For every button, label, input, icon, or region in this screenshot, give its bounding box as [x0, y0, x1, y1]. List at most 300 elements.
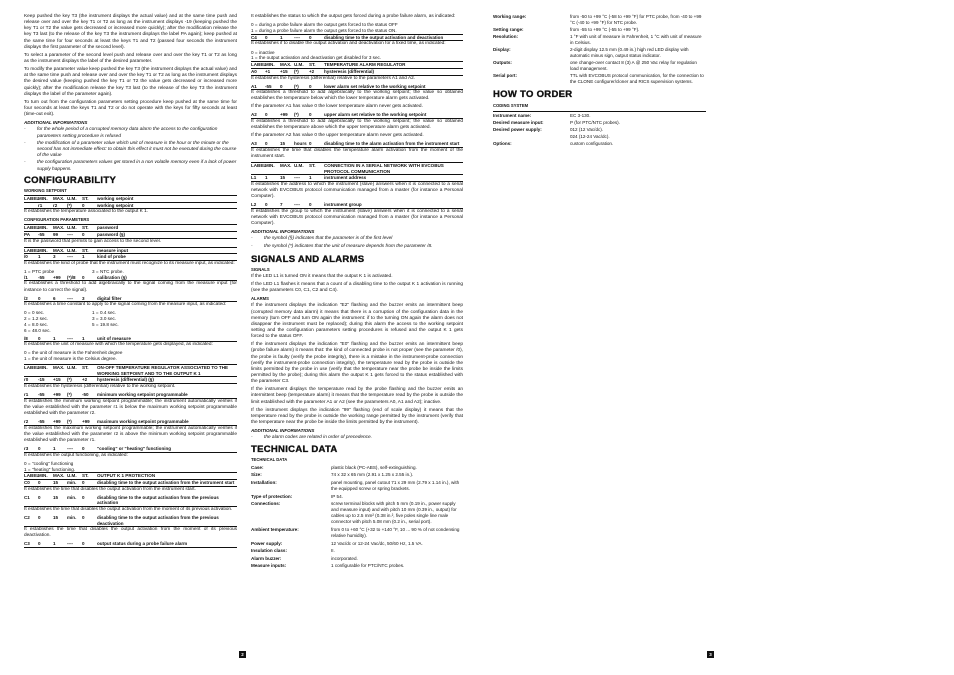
additional-info-notes: [251, 236, 463, 249]
option-value: 0.4 sec.: [100, 310, 117, 316]
cell: 3: [82, 295, 85, 301]
cell: +99: [53, 419, 61, 425]
cell: PA: [24, 232, 30, 237]
spec-label: Desired measure input:: [493, 120, 544, 126]
cell-label: digital filter: [97, 295, 122, 301]
cell: 0: [265, 112, 268, 118]
alarm-note: - the alarm codes are related in order of precedence.: [251, 435, 372, 441]
cell: 0: [38, 480, 41, 486]
cell: 6: [53, 295, 56, 301]
cell: U.M.: [294, 62, 304, 68]
signals-paragraphs: [251, 274, 463, 294]
cell: 15: [53, 494, 59, 500]
working-setpoint-title: WORKING SETPOINT: [24, 187, 67, 193]
option-key: 3 =: [92, 268, 99, 274]
cell: MAX.: [53, 473, 65, 479]
param-row: [251, 175, 463, 182]
spec-value: plastic black (PC-ABS), self-extinguishing.: [331, 464, 417, 470]
spec-row: [251, 494, 463, 500]
additional-info-notes: [24, 127, 237, 172]
cell: A0: [251, 68, 257, 74]
cell: /0: [24, 254, 28, 260]
cell: 3: [53, 254, 56, 260]
cell: r2: [24, 419, 29, 425]
cell: U.M.: [67, 225, 77, 231]
cell: ST.: [309, 163, 316, 169]
cell: A1: [251, 83, 257, 89]
param-row: [24, 515, 237, 527]
column-3: [493, 14, 706, 148]
cell: hours: [294, 141, 307, 147]
cell: MAX.: [280, 62, 292, 68]
cell: 0: [82, 446, 85, 452]
spec-value: 12 Vac/dc or 12-24 Vac/dc, 50/60 Hz, 1.5 VA.: [331, 540, 423, 546]
spec-row: [493, 134, 706, 140]
cell: ST.: [82, 473, 89, 479]
cell: 1: [82, 254, 85, 260]
option-value: 19.8 sec.: [100, 322, 119, 328]
paragraph: If the LED L1 is turned ON it means that the output K 1 is activated.: [251, 273, 393, 279]
spec-row: [251, 548, 463, 554]
cell: 0: [82, 494, 85, 500]
cell: 15: [280, 141, 286, 147]
paragraph: If the instrument displays the indication "E0" flashing and the buzzer emits an intermittent beep (probe failure alarm) it means that: the kind of connected probe is not proper (see the parameter /0), the probe is faulty (verify the probe integrity), there is a mistake in the instrument-probe connection (verify the instrument-probe connection integrity), the temperature read by the probe is outside the limits permitted by the probe in use (verify that the temperature near the probe be inside the limits permitted by the probe); during this alarm the output K 1 gets forced to the status established with the parameter C3.: [251, 342, 463, 385]
config-params-title: CONFIGURATION PARAMETERS: [24, 217, 90, 223]
cell: min.: [67, 514, 77, 520]
cell: LABEL: [251, 163, 267, 169]
param-desc: It establishes the kind of probe that the instrument must recognize to its measure input, as indicated:: [24, 260, 235, 266]
spec-value: 1 configurable for PTC/NTC probes.: [331, 563, 405, 569]
note-dash: -: [24, 127, 26, 133]
cell: MAX.: [53, 247, 65, 253]
spec-value: P (for PTC/NTC probes).: [570, 120, 620, 126]
param-desc: It establishes the temperature associated to the output K 1.: [24, 209, 149, 215]
cell: +2: [82, 377, 88, 383]
cell: +1: [265, 68, 271, 74]
option-key: 3 =: [92, 316, 99, 322]
option-key: 1 =: [251, 55, 258, 61]
cell: 0: [38, 335, 41, 341]
cell: -55: [38, 232, 45, 237]
cell-label: output status during a probe failure alarm: [97, 541, 188, 547]
spec-row: [493, 14, 706, 26]
option-key: 6 =: [24, 327, 31, 333]
param-desc: It establishes the time that disables the output activation from the moment of its previous activation.: [24, 506, 233, 512]
cell: U.M.: [67, 473, 77, 479]
spec-row: [493, 34, 706, 46]
param-row: [251, 141, 463, 148]
param-desc: It establishes a time constant to apply to the signal coming from the measure input, as indicated:: [24, 302, 227, 308]
cell-label: minimum working setpoint programmable: [97, 392, 188, 398]
cell: 0: [309, 112, 312, 118]
spec-value: panel mounting, panel cutout 71 x 29 mm (2.79 x 1.14 in.), with the equipped screw or spring brackets.: [331, 479, 460, 491]
additional-info-title: ADDITIONAL INFORMATIONS: [251, 428, 315, 434]
cell: (*): [294, 112, 299, 118]
spec-label: Desired power supply:: [493, 127, 542, 133]
cell-label: measure input: [97, 247, 129, 253]
spec-value: 74 x 32 x 65 mm (2.91 x 1.25 x 2.55 in.).: [331, 472, 414, 478]
cell: +99: [280, 112, 288, 118]
option-key: 1 =: [24, 268, 31, 274]
cell-label: disabling time to the output activation from the instrument start: [97, 480, 235, 486]
cell: -55: [38, 419, 45, 425]
spec-value: from -55 to +99 °C (-55 to +99 °F).: [570, 27, 640, 32]
option-value: 1.2 sec.: [32, 316, 49, 322]
cell: 15: [53, 514, 59, 520]
cell-label: working setpoint: [97, 195, 134, 201]
cell: (*): [67, 202, 72, 208]
cell-label: maximum working setpoint programmable: [97, 419, 189, 425]
param-row: [24, 392, 237, 399]
cell: U.M.: [67, 195, 77, 201]
option-key: 1 =: [92, 310, 99, 316]
cell: +99: [53, 274, 61, 280]
spec-row: [251, 527, 463, 539]
param-desc: It establishes a threshold to add algebraically to the signal coming from the measure input (for instance to correct the signal).: [24, 281, 237, 293]
spec-label: Outputs:: [493, 60, 512, 65]
spec-label: Alarm buzzer:: [251, 555, 282, 561]
param-row: [24, 254, 237, 261]
option-key: 4 =: [24, 322, 31, 328]
option-value: during a probe failure alarm the output gets forced to the status ON.: [259, 27, 397, 33]
note-text: the configuration parameters values get stored in a non volatile memory even if a lack of power supply happens.: [37, 160, 237, 172]
option-key: 0 =: [24, 460, 31, 466]
cell: 1: [280, 34, 283, 40]
order-list: [493, 113, 706, 147]
spec-value: from -50 to +99 °C (-58 to +99 °F) for PTC probe, from -40 to +99 °C (-40 to +99 °F) for NTC probe.: [570, 14, 702, 25]
cell: MIN.: [38, 195, 48, 201]
cell: r0: [24, 377, 29, 383]
cell: 0: [38, 541, 41, 547]
param-desc: It establishes the minimum working setpoint programmable; the instrument automatically verifies if the value established with the parameter r1 is below the maximum working setpoint programmable established with the parameter r2.: [24, 398, 237, 417]
spec-value: custom configuration.: [570, 141, 614, 147]
cell: L1: [251, 175, 257, 181]
spec-value: TTL with EVCOBUS protocol communication, for the connection to the CLONE configurer/cloner and RICS supervision systems.: [570, 73, 704, 84]
option-value: [100, 328, 237, 334]
cell: 0: [82, 274, 85, 280]
page-number: 2: [239, 651, 246, 658]
cell: -55: [38, 274, 45, 280]
param-desc: It establishes the maximum working setpoint programmable; the instrument automatically verifies if the value established with the parameter r2 is above the minimum working setpoint programmable established with the parameter r1.: [24, 425, 237, 443]
cell: LABEL: [24, 473, 40, 479]
cell: 0: [82, 480, 85, 486]
cell: 1: [309, 175, 312, 181]
spec-label: Size:: [251, 472, 262, 478]
additional-info-title: ADDITIONAL INFORMATIONS: [24, 120, 88, 126]
cell: 7: [280, 202, 283, 208]
option-value: the unit of measure is the Fahrenheit degree: [32, 350, 123, 356]
spec-label: Installation:: [251, 479, 277, 485]
cell: C3: [24, 541, 30, 547]
param-desc: It is the password that permits to gain access to the second level.: [24, 238, 162, 244]
cell: +15: [53, 377, 61, 383]
cell: 0: [265, 141, 268, 147]
cell: MAX.: [53, 365, 65, 371]
cell: U.M.: [67, 247, 77, 253]
cell: ST.: [82, 195, 89, 201]
spec-label: [493, 134, 570, 140]
paragraph: To select a parameter of the second level push and release over and over the key T1 or T2 as long as the instrument displays the label of the desired parameter.: [24, 52, 237, 64]
spec-row: [493, 141, 706, 147]
cell: C1: [24, 494, 30, 500]
option-key: 0 =: [24, 350, 31, 356]
spec-row: [251, 501, 463, 525]
param-row: [24, 495, 237, 507]
spec-label: Setting range:: [493, 27, 524, 32]
cell: MIN.: [265, 163, 275, 169]
cell: 1: [38, 254, 41, 260]
cell: -15: [38, 377, 45, 383]
cell: ----: [67, 254, 74, 260]
spec-row: [493, 127, 706, 133]
cell: A3: [251, 141, 257, 147]
note-item: [24, 127, 237, 139]
spec-value: 012 (12 Vac/dc).: [570, 127, 604, 133]
cell: /2: [24, 295, 28, 301]
cell: 99: [53, 232, 59, 237]
spec-value: IP 54.: [331, 493, 343, 499]
cell: 1: [53, 335, 56, 341]
cell: 15: [280, 175, 286, 181]
spec-label: Case:: [251, 464, 264, 470]
cell: ST.: [82, 365, 89, 371]
option-value: the output activation and deactivation get disabled for 3 sec.: [259, 55, 382, 61]
cell: ----: [294, 175, 301, 181]
spec-row: [251, 472, 463, 478]
param-desc: It establishes a threshold to add algebraically to the working setpoint; the value so obtained establishes the temperature below which the lower temperature alarm gets activated.: [251, 90, 463, 102]
spec-row: [493, 47, 706, 59]
spec-value: II.: [331, 548, 335, 554]
spec-value: 1 °F with unit of measure in Fahrenheit, 1 °C with unit of measure in Celsius.: [570, 34, 702, 45]
spec-row: [251, 556, 463, 562]
param-desc: It establishes the status to which the output gets forced during a probe failure alarm, as indicated:: [251, 14, 456, 19]
param-desc: It establishes the address to which the instrument (slave) answers when it is connected to a serial network with EVCOBUS protocol communication managed from a master (for instance a Personal Computer).: [251, 181, 463, 200]
option-list: [24, 350, 237, 362]
cell: ----: [67, 335, 74, 341]
paragraph: If the instrument displays the temperature read by the probe flashing and the buzzer emits an intermittent beep (temperature alarm) it means that the temperature read by the probe is outside the limit established with the parameter A1 or A2 (see the parameters A0, A1 and A2); inactive.: [251, 387, 463, 405]
cell: r1: [24, 392, 29, 398]
spec-label: Ambient temperature:: [251, 526, 299, 532]
param-desc: It establishes a threshold to add algebraically to the working setpoint; the value so obtained establishes the temperature above which the upper temperature alarm gets activated.: [251, 118, 463, 131]
cell: C0: [24, 480, 30, 486]
cell: 0: [265, 34, 268, 40]
spec-label: Instrument name:: [493, 113, 532, 119]
cell-label: ON-OFF TEMPERATURE REGULATOR ASSOCIATED TO THE WORKING SETPOINT AND TO THE OUTPUT K 1: [97, 365, 229, 376]
option-key: 0 =: [251, 49, 258, 55]
option-value: inactive: [259, 49, 275, 55]
cell: r3: [24, 446, 29, 452]
param-desc: It establishes the output functioning, as indicated:: [24, 452, 128, 458]
cell-label: disabling time to the alarm activation from the instrument start: [324, 141, 460, 147]
cell: MIN.: [38, 365, 48, 371]
spec-value: 024 (12-24 Vac/dc).: [570, 134, 610, 140]
option-key: 5 =: [92, 322, 99, 328]
option-list: [251, 50, 463, 62]
cell: MAX.: [280, 163, 292, 169]
option-key: 2 =: [24, 316, 31, 322]
cell: 0: [82, 232, 85, 237]
page-number: 3: [707, 651, 714, 658]
cell: MIN.: [38, 247, 48, 253]
option-value: 8.0 sec.: [32, 322, 49, 328]
technical-data-subtitle: TECHNICAL DATA: [251, 457, 288, 463]
note-item: [251, 236, 463, 242]
cell: ST.: [309, 62, 316, 68]
spec-row: [493, 60, 706, 72]
spec-label: Resolution:: [493, 34, 519, 39]
cell: 0: [265, 202, 268, 208]
cell-label: CONNECTION IN A SERIAL NETWORK WITH EVCOBUS PROTOCOL COMMUNICATION: [324, 163, 444, 174]
option-list: [24, 310, 237, 334]
param-header: [24, 195, 237, 203]
spec-row: [251, 563, 463, 569]
cell-label: kind of probe: [97, 254, 126, 260]
technical-data-list: [493, 14, 706, 85]
option-key: [92, 328, 100, 334]
cell: +15: [280, 68, 288, 74]
param-row: [24, 419, 237, 426]
cell: LABEL: [24, 247, 40, 253]
signals-title: SIGNALS: [251, 266, 270, 272]
cell-label: instrument address: [324, 175, 367, 181]
option-value: PTC probe: [32, 268, 55, 274]
cell: C4: [251, 34, 257, 40]
param-desc: It establishes the hysteresis (differential) relative to the parameters A1 and A2.: [251, 75, 416, 81]
cell-label: calibration (§): [97, 274, 127, 280]
option-key: 0 =: [24, 310, 31, 316]
cell: /8: [24, 335, 28, 341]
paragraph: To turn out from the configuration parameters setting procedure keep pushed at the same time for four seconds at least the keys T1 and T2 or do not operate with the keys for fifty seconds at least (time-out exit).: [24, 99, 237, 118]
paragraph: If the LED L1 flashes it means that a count of a disabling time to the output K 1 activation is running (see the parameters C0, C1, C2 and C4).: [251, 282, 463, 294]
cell: ----: [67, 295, 74, 301]
spec-value: EC 3-130.: [570, 113, 591, 119]
param-desc: It establishes if to disable the output activation and deactivation for a fixed time, as indicated:: [251, 41, 446, 47]
spec-value: from 0 to +60 °C (+32 to +140 °F, 10 ... 90 % of not condensing relative humidity).: [331, 526, 460, 539]
cell-label: TEMPERATURE ALARM REGULATOR: [324, 62, 406, 68]
option-value: 48.0 sec.: [32, 327, 51, 333]
cell: 0: [309, 202, 312, 208]
column-1: [24, 14, 237, 548]
cell: (*): [67, 419, 72, 425]
cell-label: upper alarm set relative to the working setpoint: [324, 112, 427, 118]
spec-row: [251, 480, 463, 492]
divider: [493, 111, 706, 112]
cell: min.: [67, 480, 77, 486]
param-row: [24, 232, 237, 239]
cell: 1: [53, 541, 56, 547]
cell: +2: [309, 68, 315, 74]
cell-label: hysteresis (differential) (§): [97, 377, 154, 383]
alarms-title: ALARMS: [251, 296, 269, 302]
cell: (*): [294, 68, 299, 74]
param-note: If the parameter A1 has value 0 the lower temperature alarm never gets activated.: [251, 104, 423, 110]
spec-row: [493, 27, 706, 33]
cell: ----: [67, 446, 74, 452]
spec-label: Working range:: [493, 14, 527, 19]
param-desc: It establishes the hysteresis (differential) relative to the working setpoint.: [24, 384, 176, 390]
paragraph: Keep pushed the key T3 (the instrument displays the actual value) and at the same time push and release over and over the key T1 or T2 as long as the instrument displays -19 (keeping pushed the key T1 or T2 the value gets decreased or increased more quickly); after the modification release the key T3 last (to the release of the key T3 the instrument displays the label PA again); keep pushed at the same time for four seconds at least the keys T1 and T2 (passed four seconds the instrument displays the first parameter of the second level).: [24, 14, 237, 50]
cell: min.: [67, 494, 77, 500]
paragraph: To modify the parameter value keep pushed the key T3 (the instrument displays the actual value) and at the same time push and release over and over the key T1 or T2 as long as the instrument displays the desired value (keeping pushed the key T1 or T2 the value gets decreased or increased more quickly); after the modification release the key T3 last (to the release of the key T3 the instrument displays the label of the parameter again).: [24, 67, 237, 97]
additional-info-title: ADDITIONAL INFORMATIONS: [251, 229, 315, 235]
cell: MIN.: [265, 62, 275, 68]
param-desc: It establishes the time that disables the temperature alarm activation from the moment of the instrument start.: [251, 147, 463, 159]
param-row: [251, 112, 463, 119]
cell: +99: [82, 419, 90, 425]
cell: 0: [38, 494, 41, 500]
cell-label: password (§): [97, 232, 126, 237]
spec-label: Options:: [493, 141, 512, 147]
cell: (*): [67, 377, 72, 383]
note-dash: -: [24, 160, 26, 166]
spec-row: [493, 73, 706, 85]
cell: (*): [294, 83, 299, 89]
option-value: during a probe failure alarm the output gets forced to the status OFF: [259, 22, 398, 28]
cell: -55: [38, 392, 45, 398]
note-item: [24, 160, 237, 172]
cell: L2: [251, 202, 257, 208]
signals-alarms-title: SIGNALS AND ALARMS: [251, 253, 365, 265]
spec-label: Power supply:: [251, 540, 283, 546]
cell: r2: [53, 202, 58, 208]
note-dash: -: [251, 243, 253, 249]
cell: 0: [309, 34, 312, 40]
param-header: [24, 224, 237, 232]
spec-label: Measure inputs:: [251, 563, 287, 569]
cell: 1: [82, 335, 85, 341]
cell: ----: [294, 202, 301, 208]
technical-data-title: TECHNICAL DATA: [251, 444, 338, 456]
option-value: the unit of measure is the Celsius degree.: [32, 356, 117, 362]
cell: 1: [53, 446, 56, 452]
spec-value: screw terminal blocks with pitch 5 mm (0.19 in., power supply and measure input) and with pitch 10 mm (0.39 in., output) for cables up to 2.5 mm² (0.38 in.², five poles single line male connector with pitch 5.08 mm (0.2 in., serial port).: [331, 501, 457, 525]
cell: ST.: [82, 247, 89, 253]
cell-label: disabling time to the output activation from the previous deactivation: [97, 514, 219, 526]
alarms-paragraphs: [251, 303, 463, 426]
cell: ----: [67, 232, 74, 237]
column-2: [251, 14, 463, 571]
option-list: [24, 461, 237, 473]
cell: U.M.: [294, 163, 304, 169]
option-value: NTC probe.: [100, 268, 124, 274]
option-value: "cooling" functioning: [32, 460, 74, 466]
cell: 0: [38, 446, 41, 452]
param-header: [24, 364, 237, 377]
cell-label: "cooling" or "heating" functioning: [97, 446, 172, 452]
cell: A2: [251, 112, 257, 118]
paragraph: If the instrument displays the indication "E2" flashing and the buzzer emits an intermittent beep (corrupted memory data alarm) it means that there is a corruption of the configuration data in the memory (turn OFF and turn ON again the instrument: if to the turning ON again the alarm does not disappear the instrument must be replaced); during this alarm the access to the working setpoint setting and the configuration parameters setting procedures is refused and the output K 1 gets forced to the status OFF.: [251, 303, 463, 340]
param-row: [24, 446, 237, 453]
note-item: [251, 244, 463, 250]
cell: -55: [265, 83, 272, 89]
cell-label: OUTPUT K 1 PROTECTION: [97, 473, 156, 479]
cell-label: password: [97, 225, 119, 231]
cell: MAX.: [53, 195, 65, 201]
option-key: 0 =: [251, 22, 258, 28]
option-value: "heating" functioning.: [32, 466, 76, 472]
cell: ----: [67, 541, 74, 547]
param-header: [24, 472, 237, 480]
note-dash: -: [24, 140, 26, 146]
spec-value: incorporated.: [331, 555, 358, 561]
param-row: [251, 69, 463, 76]
note-text: the symbol (§) indicates that the parameter is of the first level: [264, 236, 393, 242]
param-desc: It establishes the time that disables the output activation from the moment of its previous deactivation.: [24, 527, 237, 539]
option-list: [251, 22, 463, 34]
configurability-title: CONFIGURABILITY: [24, 174, 117, 186]
note-text: the modification of a parameter value which unit of measure is the hour or the minute or the second has not immediate effect: to obtain this effect it must not be executed during the course of the value: [37, 140, 237, 159]
spec-label: Insulation class:: [251, 548, 287, 554]
